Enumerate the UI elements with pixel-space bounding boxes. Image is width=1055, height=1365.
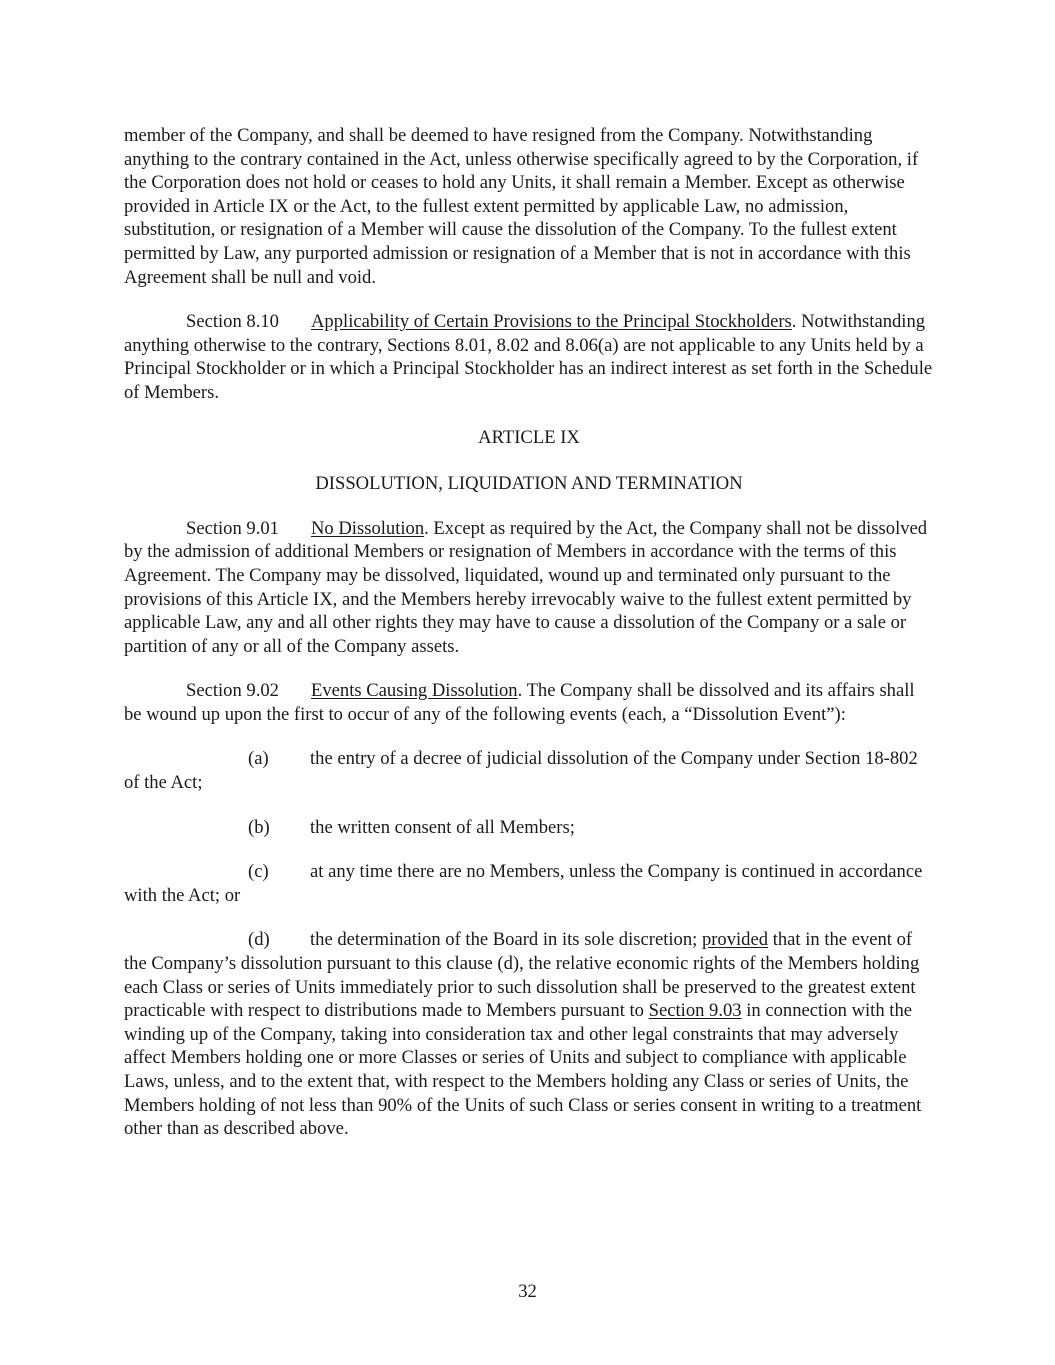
list-item-c-label: (c) <box>248 861 269 883</box>
section-9-01-number: Section 9.01 <box>186 517 279 539</box>
page-number: 32 <box>518 1281 537 1302</box>
section-9-03-reference[interactable]: Section 9.03 <box>648 1000 742 1022</box>
section-9-01 <box>124 517 934 659</box>
list-item-a-text: the entry of a decree of judicial dissolution of the Company under Section 18-802 of the Act; <box>124 748 918 794</box>
article-number: ARTICLE IX <box>478 426 580 448</box>
list-item-c-text: at any time there are no Members, unless the Company is continued in accordance with the Act; or <box>124 861 923 906</box>
list-item-d-label: (d) <box>248 929 270 951</box>
continuation-paragraph <box>124 124 934 289</box>
section-9-02 <box>124 679 934 726</box>
list-item-b-label: (b) <box>248 816 270 838</box>
section-8-10-body: . Notwithstanding anything otherwise to the contrary, Sections 8.01, 8.02 and 8.06(a) are not applicable to any Units held by a Principal Stockholder or in which a Principal Stockholder has an indirect interest as set forth in the Schedule of Members. <box>124 311 933 403</box>
document-page <box>124 124 934 1162</box>
list-item-b <box>124 816 934 840</box>
section-8-10-heading: Applicability of Certain Provisions to the Principal Stockholders <box>311 311 792 333</box>
section-8-10-number: Section 8.10 <box>186 311 279 333</box>
list-item-a <box>124 747 934 794</box>
section-9-01-body: . Except as required by the Act, the Company shall not be dissolved by the admission of additional Members or resignation of Members in accordance with the terms of this Agreement. The Company may be dissolved, liquidated, wound up and terminated only pursuant to the provisions of this Article IX, and the Members hereby irrevocably waive to the fullest extent permitted by applicable Law, any and all other rights they may have to cause a dissolution of the Company or a sale or partition of any or all of the Company assets. <box>124 517 928 657</box>
section-9-01-heading: No Dissolution <box>311 517 425 539</box>
article-title: DISSOLUTION, LIQUIDATION AND TERMINATION <box>315 473 743 495</box>
section-9-02-heading: Events Causing Dissolution <box>311 680 518 702</box>
list-item-c <box>124 860 934 907</box>
list-item-d-text-2: that in the event of the Company’s dissolution pursuant to this clause (d), the relative economic rights of the Members holding each Class or series of Units immediately prior to such dissolution shall be preserved to the greatest extent practicable with respect to distributions made to Members pursuant to <box>124 929 920 1022</box>
section-9-02-number: Section 9.02 <box>186 680 279 702</box>
list-item-d <box>124 928 934 1140</box>
list-item-d-text-3: in connection with the winding up of the Company, taking into consideration tax and other legal constraints that may adversely affect Members holding one or more Classes or series of Units and subject to compliance with applicable Laws, unless, and to the extent that, with respect to the Members holding any Class or series of Units, the Members holding of not less than 90% of the Units of such Class or series consent in writing to a treatment other than as described above. <box>124 1000 922 1140</box>
list-item-b-text: the written consent of all Members; <box>310 816 575 838</box>
section-9-02-body: . The Company shall be dissolved and its affairs shall be wound up upon the first to occur of any of the following events (each, a “Dissolution Event”): <box>124 680 915 725</box>
continuation-text: member of the Company, and shall be deemed to have resigned from the Company. Notwithstanding anything to the contrary contained in the Act, unless otherwise specifically agreed to by the Corporation, if the Corporation does not hold or ceases to hold any Units, it shall remain a Member. Except as otherwise provided in Article IX or the Act, to the fullest extent permitted by applicable Law, no admission, substitution, or resignation of a Member will cause the dissolution of the Company. To the fullest extent permitted by Law, any purported admission or resignation of a Member that is not in accordance with this Agreement shall be null and void. <box>124 125 919 288</box>
list-item-d-text-1: the determination of the Board in its sole discretion; <box>310 929 702 951</box>
provided-term: provided <box>701 929 769 951</box>
list-item-a-label: (a) <box>248 748 269 770</box>
section-8-10 <box>124 310 934 404</box>
